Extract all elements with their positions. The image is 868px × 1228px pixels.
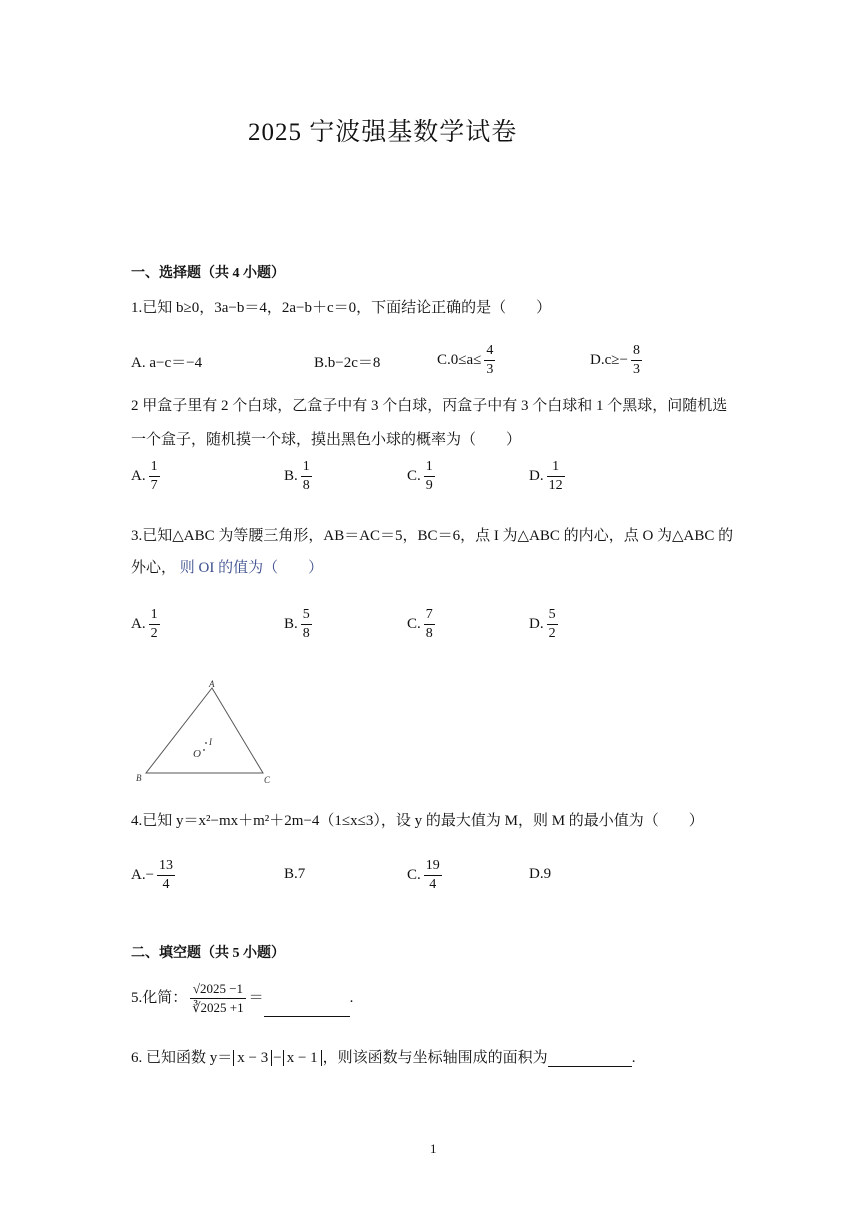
- q1-option-c: [437, 342, 498, 379]
- question-6: [131, 1046, 635, 1067]
- q2-b-numerator: 1: [301, 458, 312, 477]
- q4-option-a: [131, 857, 178, 894]
- q1-option-d: [590, 342, 645, 379]
- q3-b-numerator: 5: [301, 606, 312, 625]
- q3-b-denominator: 8: [302, 626, 310, 641]
- q2-option-a-label: A.: [131, 467, 146, 484]
- q2-option-d-label: D.: [529, 467, 544, 484]
- q6-minus: −: [273, 1050, 282, 1066]
- q2-a-denominator: 7: [150, 478, 158, 493]
- vertex-c-label: C: [264, 775, 271, 785]
- q3-option-a: [131, 606, 163, 643]
- question-3-line-2-a: 外心，: [131, 560, 177, 576]
- vertex-b-label: B: [136, 773, 142, 783]
- question-5-label: 5.化简：: [131, 989, 188, 1006]
- q3-option-d-fraction: [547, 606, 558, 643]
- q3-option-d: [529, 606, 561, 643]
- q2-option-b-fraction: [301, 458, 312, 495]
- section-fill-heading: 二、填空题（共 5 小题）: [131, 946, 285, 961]
- point-o-dot: [203, 749, 205, 751]
- q1-option-d-prefix: D.c≥−: [590, 351, 628, 368]
- q5-fraction: [190, 980, 245, 1017]
- q5-numerator: √2025 −1: [190, 980, 245, 999]
- section-choice-heading: 一、选择题（共 4 小题）: [131, 266, 285, 281]
- q6-abs-1: x − 3: [233, 1050, 272, 1066]
- q5-period: .: [349, 989, 354, 1006]
- question-4-text: 4.已知 y＝x²−mx＋m²＋2m−4（1≤x≤3），设 y 的最大值为 M，则 M 的最小值为（ ）: [131, 813, 704, 829]
- q4-option-d: D.9: [529, 866, 552, 882]
- q4-option-c-prefix: C.: [407, 866, 421, 883]
- q4-option-c-fraction: [424, 857, 442, 894]
- q1-option-b: B.b−2c＝8: [314, 355, 381, 371]
- q4-option-c: [407, 857, 445, 894]
- q3-c-denominator: 8: [425, 626, 433, 641]
- q3-c-numerator: 7: [424, 606, 435, 625]
- q2-option-d-fraction: [547, 458, 565, 495]
- q2-b-denominator: 8: [302, 478, 310, 493]
- q1-c-denominator: 3: [486, 362, 494, 377]
- q3-option-d-label: D.: [529, 615, 544, 632]
- q2-c-denominator: 9: [425, 478, 433, 493]
- q4-option-b: B.7: [284, 866, 306, 882]
- q3-option-c-fraction: [424, 606, 435, 643]
- question-5: [131, 980, 353, 1017]
- vertex-a-label: A: [209, 679, 215, 689]
- q2-option-a: [131, 458, 163, 495]
- q5-equals: ＝: [248, 989, 264, 1006]
- question-3-line-2: [131, 556, 323, 577]
- q2-option-c: [407, 458, 438, 495]
- q2-option-b: [284, 458, 315, 495]
- q6-answer-blank: [548, 1052, 632, 1067]
- q6-postfix: ，则该函数与坐标轴围成的面积为: [322, 1050, 548, 1066]
- q3-a-numerator: 1: [149, 606, 160, 625]
- q2-option-a-fraction: [149, 458, 160, 495]
- q2-option-c-fraction: [424, 458, 435, 495]
- q4-a-denominator: 4: [162, 877, 170, 892]
- q5-answer-blank: [264, 1002, 350, 1017]
- triangle-abc: [146, 688, 263, 773]
- q4-option-a-prefix: A.−: [131, 866, 155, 883]
- point-i-label: I: [209, 737, 212, 747]
- q4-c-numerator: 19: [424, 857, 442, 876]
- q1-option-a: A. a−c＝−4: [131, 355, 203, 371]
- q1-option-c-prefix: C.0≤a≤: [437, 351, 482, 368]
- q3-option-b-label: B.: [284, 615, 298, 632]
- q4-a-numerator: 13: [157, 857, 175, 876]
- q3-d-numerator: 5: [547, 606, 558, 625]
- q4-option-a-fraction: [157, 857, 175, 894]
- question-3-line-2-b: 则 OI 的值为（ ）: [179, 560, 324, 576]
- q6-period: .: [631, 1050, 636, 1066]
- q4-c-denominator: 4: [429, 877, 437, 892]
- q3-option-a-fraction: [149, 606, 160, 643]
- question-1-text: 1.已知 b≥0，3a−b＝4，2a−b＋c＝0，下面结论正确的是（ ）: [131, 300, 552, 316]
- q1-c-numerator: 4: [484, 342, 495, 361]
- point-i-dot: [205, 742, 207, 744]
- question-3-line-1: 3.已知△ABC 为等腰三角形，AB＝AC＝5，BC＝6，点 I 为△ABC 的内心，点 O 为△ABC 的: [131, 528, 734, 544]
- q1-option-d-fraction: [631, 342, 642, 379]
- point-o-label: O: [193, 748, 201, 760]
- q2-option-d: [529, 458, 568, 495]
- q1-d-numerator: 8: [631, 342, 642, 361]
- q3-option-c-label: C.: [407, 615, 421, 632]
- page-number: 1: [430, 1141, 437, 1156]
- question-2-line-1: 2 甲盒子里有 2 个白球，乙盒子中有 3 个白球，丙盒子中有 3 个白球和 1 个黑球，问随机选: [131, 398, 728, 414]
- q3-option-b-fraction: [301, 606, 312, 643]
- q1-option-c-fraction: [484, 342, 495, 379]
- q2-option-c-label: C.: [407, 467, 421, 484]
- q3-a-denominator: 2: [150, 626, 158, 641]
- page-title: 2025 宁波强基数学试卷: [248, 119, 518, 146]
- q3-d-denominator: 2: [548, 626, 556, 641]
- q2-d-denominator: 12: [548, 478, 563, 493]
- q5-denominator: ∛2025 +1: [192, 1000, 244, 1015]
- q6-abs-2: x − 1: [283, 1050, 322, 1066]
- q3-option-b: [284, 606, 315, 643]
- q2-c-numerator: 1: [424, 458, 435, 477]
- q2-a-numerator: 1: [149, 458, 160, 477]
- q2-option-b-label: B.: [284, 467, 298, 484]
- question-2-line-2: 一个盒子，随机摸一个球，摸出黑色小球的概率为（ ）: [131, 432, 522, 448]
- q3-option-c: [407, 606, 438, 643]
- q3-option-a-label: A.: [131, 615, 146, 632]
- q6-prefix: 6. 已知函数 y＝: [131, 1050, 233, 1066]
- triangle-figure: [130, 676, 280, 791]
- q2-d-numerator: 1: [547, 458, 565, 477]
- q1-d-denominator: 3: [632, 362, 640, 377]
